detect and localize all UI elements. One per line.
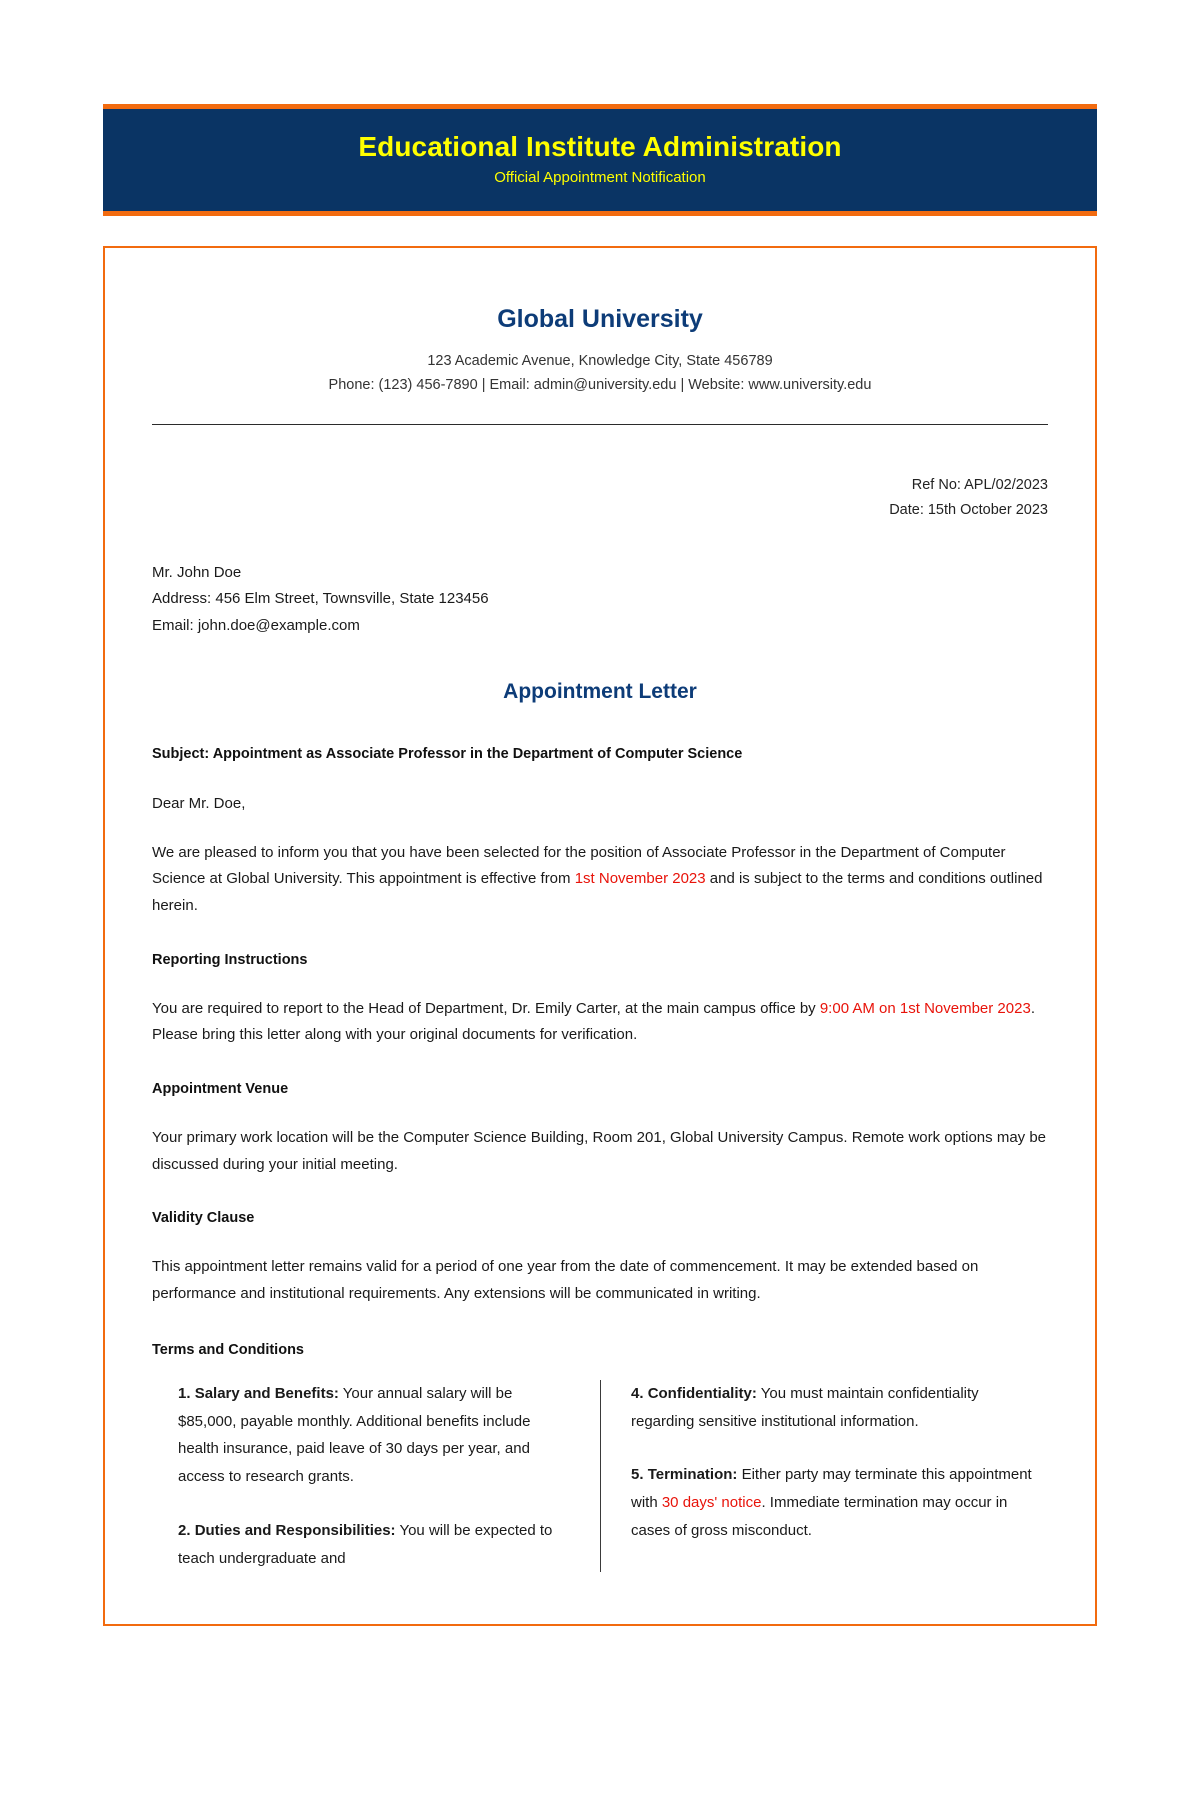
term-text-after: . Immediate termination may occur in cases of gross misconduct.	[631, 1494, 1008, 1539]
recipient-name: Mr. John Doe	[152, 563, 242, 581]
term-label: Termination:	[647, 1466, 738, 1484]
term-item	[178, 1380, 566, 1491]
terms-column-right	[600, 1380, 1048, 1573]
term-text: You must maintain confidentiality regarding sensitive institutional information.	[631, 1384, 979, 1430]
term-item	[631, 1461, 1038, 1544]
reporting-text-before: You are required to report to the Head of Department, Dr. Emily Carter, at the main campus office by	[152, 999, 820, 1017]
term-number: 1.	[178, 1384, 191, 1402]
banner-title: Educational Institute Administration	[358, 131, 842, 162]
recipient-address: Address: 456 Elm Street, Townsville, State 123456	[152, 590, 489, 608]
organization-contact: Phone: (123) 456-7890 | Email: admin@university.edu | Website: www.university.edu	[328, 377, 872, 394]
appointment-venue-paragraph: Your primary work location will be the Computer Science Building, Room 201, Global University Campus. Remote work options may be discussed during your initial meeting.	[152, 1129, 1047, 1173]
term-text-before: Either party may terminate this appointment with	[631, 1466, 1032, 1512]
letter-date: Date: 15th October 2023	[889, 502, 1048, 519]
term-number: 2.	[178, 1521, 191, 1539]
term-label: Duties and Responsibilities:	[194, 1521, 396, 1539]
term-label: Salary and Benefits:	[194, 1384, 339, 1402]
term-item	[178, 1517, 566, 1573]
intro-text-before: We are pleased to inform you that you have been selected for the position of Associate Professor in the Department of Computer Science at Global University. This appointment is effective from	[152, 843, 1006, 888]
salutation: Dear Mr. Doe,	[152, 794, 246, 812]
document-banner	[103, 104, 1097, 216]
letter-sheet	[103, 246, 1097, 1626]
recipient-block	[152, 560, 1048, 640]
terms-and-conditions-heading: Terms and Conditions	[152, 1341, 304, 1358]
reporting-instructions-paragraph	[152, 996, 1048, 1049]
intro-paragraph	[152, 840, 1048, 920]
term-number: 5.	[631, 1466, 644, 1484]
term-number: 4.	[631, 1384, 644, 1402]
appointment-venue-heading: Appointment Venue	[152, 1081, 289, 1098]
organization-header	[152, 304, 1048, 398]
reference-number: Ref No: APL/02/2023	[911, 477, 1048, 494]
terms-column-left	[152, 1380, 600, 1573]
term-text: Your annual salary will be $85,000, payable monthly. Additional benefits include health insurance, paid leave of 30 days per year, and access to research grants.	[178, 1384, 531, 1486]
term-highlight-notice: 30 days' notice	[661, 1494, 762, 1512]
subject-line: Subject: Appointment as Associate Professor in the Department of Computer Science	[152, 745, 743, 762]
reporting-highlight-time: 9:00 AM on 1st November 2023	[819, 999, 1031, 1017]
banner-subtitle: Official Appointment Notification	[494, 169, 706, 187]
letter-meta	[152, 473, 1048, 524]
reporting-instructions-heading: Reporting Instructions	[152, 951, 308, 968]
letter-title: Appointment Letter	[503, 679, 697, 703]
term-label: Confidentiality:	[647, 1384, 757, 1402]
organization-address: 123 Academic Avenue, Knowledge City, State 456789	[427, 353, 773, 370]
intro-highlight-date: 1st November 2023	[574, 870, 706, 888]
terms-columns	[152, 1380, 1048, 1573]
document-page	[0, 104, 1200, 1626]
term-text: You will be expected to teach undergraduate and	[178, 1521, 553, 1567]
intro-text-after: and is subject to the terms and conditions outlined herein.	[152, 870, 1043, 914]
recipient-email: Email: john.doe@example.com	[152, 617, 360, 635]
validity-clause-heading: Validity Clause	[152, 1210, 255, 1227]
validity-clause-paragraph: This appointment letter remains valid for a period of one year from the date of commencement. It may be extended based on performance and institutional requirements. Any extensions will be communicated in writing.	[152, 1258, 979, 1303]
term-item	[631, 1380, 1038, 1436]
organization-name: Global University	[497, 305, 703, 334]
reporting-text-after: . Please bring this letter along with your original documents for verification.	[152, 999, 1035, 1044]
header-divider	[152, 424, 1048, 425]
